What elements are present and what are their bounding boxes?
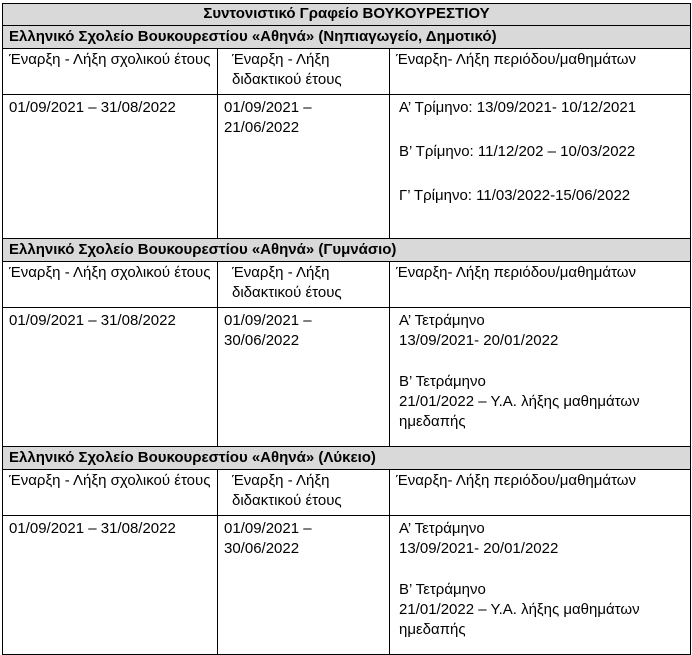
period-label: Α’ Τετράμηνο	[399, 312, 485, 329]
teaching-year-value: 01/09/2021 – 30/06/2022	[218, 516, 390, 655]
section-header-row	[3, 26, 691, 49]
school-calendar-table	[2, 3, 691, 655]
teaching-year-value: 01/09/2021 – 30/06/2022	[218, 308, 390, 447]
column-header-row	[3, 262, 691, 308]
teaching-year-header: Έναρξη - Λήξη διδακτικού έτους	[218, 470, 390, 516]
section-header-row	[3, 239, 691, 262]
table-row	[3, 95, 691, 239]
school-year-value: 01/09/2021 – 31/08/2022	[3, 95, 218, 239]
teaching-year-header: Έναρξη - Λήξη διδακτικού έτους	[218, 49, 390, 95]
period-item: Γ’ Τρίμηνο: 11/03/2022-15/06/2022	[399, 187, 631, 204]
section-title: Ελληνικό Σχολείο Βουκουρεστίου «Αθηνά» (Λύκειο)	[3, 447, 691, 470]
title-row	[3, 4, 691, 26]
period-dates: 21/01/2022 – Υ.Α. λήξης μαθημάτων ημεδαπής	[399, 601, 640, 638]
periods-header: Έναρξη- Λήξη περιόδου/μαθημάτων	[390, 470, 691, 516]
period-label: Β’ Τετράμηνο	[399, 373, 486, 390]
section-header-row	[3, 447, 691, 470]
periods-header: Έναρξη- Λήξη περιόδου/μαθημάτων	[390, 49, 691, 95]
school-year-header: Έναρξη - Λήξη σχολικού έτους	[3, 49, 218, 95]
period-label: Β’ Τετράμηνο	[399, 581, 486, 598]
school-year-value: 01/09/2021 – 31/08/2022	[3, 516, 218, 655]
period-dates: 13/09/2021- 20/01/2022	[399, 540, 559, 557]
table-title: Συντονιστικό Γραφείο ΒΟΥΚΟΥΡΕΣΤΙΟΥ	[3, 4, 691, 26]
periods-header: Έναρξη- Λήξη περιόδου/μαθημάτων	[390, 262, 691, 308]
period-label: Α’ Τετράμηνο	[399, 520, 485, 537]
section-title: Ελληνικό Σχολείο Βουκουρεστίου «Αθηνά» (Νηπιαγωγείο, Δημοτικό)	[3, 26, 691, 49]
period-item: Α’ Τρίμηνο: 13/09/2021- 10/12/2021	[399, 99, 637, 116]
teaching-year-header: Έναρξη - Λήξη διδακτικού έτους	[218, 262, 390, 308]
school-year-value: 01/09/2021 – 31/08/2022	[3, 308, 218, 447]
period-item: Β’ Τρίμηνο: 11/12/202 – 10/03/2022	[399, 143, 636, 160]
column-header-row	[3, 49, 691, 95]
periods-cell	[390, 95, 691, 239]
period-dates: 13/09/2021- 20/01/2022	[399, 332, 559, 349]
school-year-header: Έναρξη - Λήξη σχολικού έτους	[3, 262, 218, 308]
table-row	[3, 516, 691, 655]
periods-cell	[390, 516, 691, 655]
column-header-row	[3, 470, 691, 516]
teaching-year-value: 01/09/2021 – 21/06/2022	[218, 95, 390, 239]
period-dates: 21/01/2022 – Υ.Α. λήξης μαθημάτων ημεδαπής	[399, 393, 640, 430]
periods-cell	[390, 308, 691, 447]
school-year-header: Έναρξη - Λήξη σχολικού έτους	[3, 470, 218, 516]
section-title: Ελληνικό Σχολείο Βουκουρεστίου «Αθηνά» (Γυμνάσιο)	[3, 239, 691, 262]
table-row	[3, 308, 691, 447]
